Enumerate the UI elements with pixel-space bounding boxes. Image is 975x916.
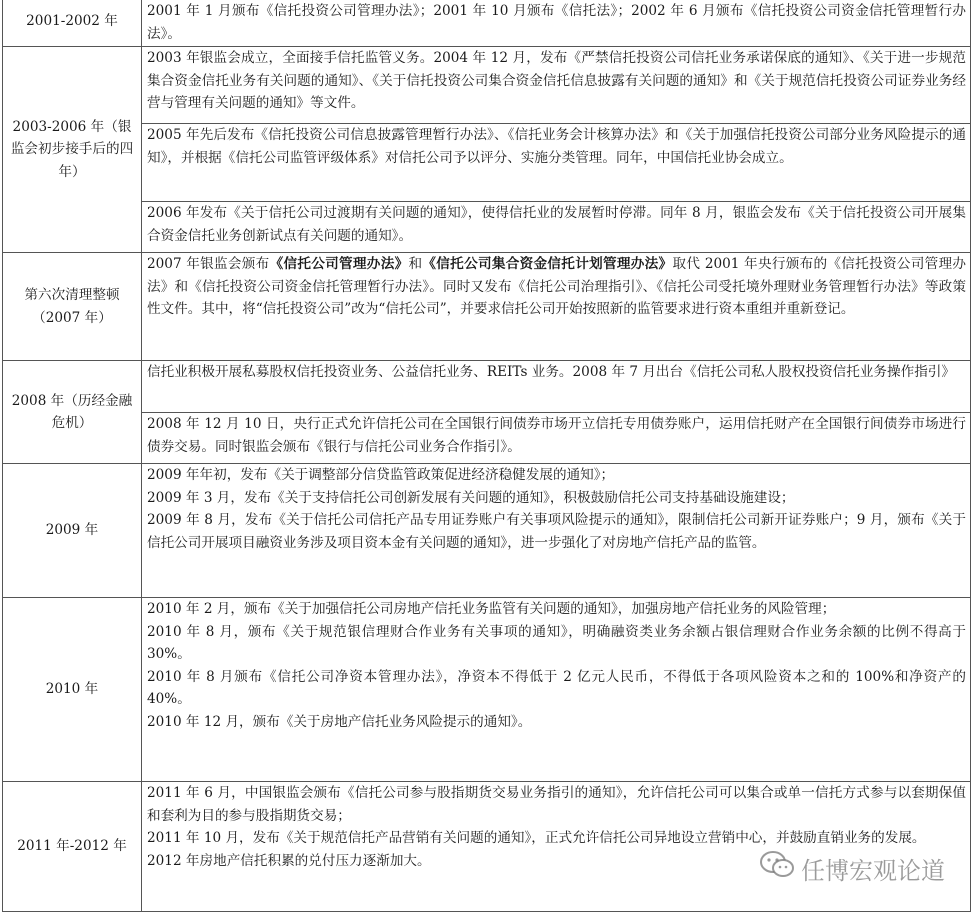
period-cell: 2003-2006 年（银监会初步接手后的四年）	[3, 47, 142, 253]
note-text: 和	[408, 256, 423, 272]
note-cell	[142, 253, 971, 361]
table-row	[3, 0, 971, 47]
regulation-title-strong: 《信托公司管理办法》	[269, 256, 409, 272]
table-row	[3, 361, 971, 413]
note-text: 取代 2001 年央行颁布的《信托投资公司管理办法》和《信托投资公司资金信托管理暂行办法》。同时又发布《信托公司治理指引》、《信托公司受托境外理财业务管理暂行办法》等政策性文件。其中，将“信托投资公司”改为“信托公司”，并要求信托公司开始按照新的监管要求进行资本重组并重新登记。	[147, 256, 967, 317]
table-row	[3, 464, 971, 598]
table-row	[3, 253, 971, 361]
table-row	[3, 47, 971, 124]
table-row	[3, 782, 971, 912]
period-cell: 第六次清理整顿（2007 年）	[3, 253, 142, 361]
table-row	[3, 598, 971, 782]
watermark-text: 任博宏观论道	[801, 856, 945, 885]
note-cell: 2001 年 1 月颁布《信托投资公司管理办法》；2001 年 10 月颁布《信托法》；2002 年 6 月颁布《信托投资公司资金信托管理暂行办法》。	[142, 0, 971, 47]
table-row	[3, 124, 971, 202]
note-cell: 2003 年银监会成立，全面接手信托监管义务。2004 年 12 月，发布《严禁信托投资公司信托业务承诺保底的通知》、《关于进一步规范集合资金信托业务有关问题的通知》、《关于信托投资公司集合资金信托信息披露有关问题的通知》和《关于规范信托投资公司证券业务经营与管理有关问题的通知》等文件。	[142, 47, 971, 124]
note-cell: 2005 年先后发布《信托投资公司信息披露管理暂行办法》、《信托业务会计核算办法》和《关于加强信托投资公司部分业务风险提示的通知》，并根据《信托公司监管评级体系》对信托公司予以评分、实施分类管理。同年，中国信托业协会成立。	[142, 124, 971, 202]
period-cell: 2008 年（历经金融危机）	[3, 361, 142, 464]
regulation-history-table	[2, 0, 971, 912]
period-cell: 2009 年	[3, 464, 142, 598]
period-cell: 2010 年	[3, 598, 142, 782]
table-row	[3, 413, 971, 464]
note-cell: 信托业积极开展私募股权信托投资业务、公益信托业务、REITs 业务。2008 年 7 月出台《信托公司私人股权投资信托业务操作指引》	[142, 361, 971, 413]
regulation-title-strong: 《信托公司集合资金信托计划管理办法》	[422, 256, 673, 272]
period-cell: 2001-2002 年	[3, 0, 142, 47]
table-row	[3, 202, 971, 253]
note-text: 2007 年银监会颁布	[147, 256, 270, 272]
note-cell: 2010 年 2 月，颁布《关于加强信托公司房地产信托业务监管有关问题的通知》，加强房地产信托业务的风险管理； 2010 年 8 月，颁布《关于规范银信理财合作业务有关事项的通知》，明确融资类业务余额占银信理财合作业务余额的比例不得高于 30%。 2010 年 8 月颁布《信托公司净资本管理办法》，净资本不得低于 2 亿元人民币，不得低于各项风险资本之和的 100%和净资产的 40%。 2010 年 12 月，颁布《关于房地产信托业务风险提示的通知》。	[142, 598, 971, 782]
note-cell: 2008 年 12 月 10 日，央行正式允许信托公司在全国银行间债券市场开立信托专用债券账户，运用信托财产在全国银行间债券市场进行债券交易。同时银监会颁布《银行与信托公司业务合作指引》。	[142, 413, 971, 464]
note-cell: 2011 年 6 月，中国银监会颁布《信托公司参与股指期货交易业务指引的通知》，允许信托公司可以集合或单一信托方式参与以套期保值和套利为目的参与股指期货交易； 2011 年 10 月，发布《关于规范信托产品营销有关问题的通知》，正式允许信托公司异地设立营销中心，并鼓励直销业务的发展。 2012 年房地产信托积累的兑付压力逐渐加大。	[142, 782, 971, 912]
note-cell: 2006 年发布《关于信托公司过渡期有关问题的通知》，使得信托业的发展暂时停滞。同年 8 月，银监会发布《关于信托投资公司开展集合资金信托业务创新试点有关问题的通知》。	[142, 202, 971, 253]
note-cell: 2009 年年初，发布《关于调整部分信贷监管政策促进经济稳健发展的通知》； 2009 年 3 月，发布《关于支持信托公司创新发展有关问题的通知》，积极鼓励信托公司支持基础设施建设； 2009 年 8 月，发布《关于信托公司信托产品专用证券账户有关事项风险提示的通知》，限制信托公司新开证券账户；9 月，颁布《关于信托公司开展项目融资业务涉及项目资本金有关问题的通知》，进一步强化了对房地产信托产品的监管。	[142, 464, 971, 598]
period-cell: 2011 年-2012 年	[3, 782, 142, 912]
